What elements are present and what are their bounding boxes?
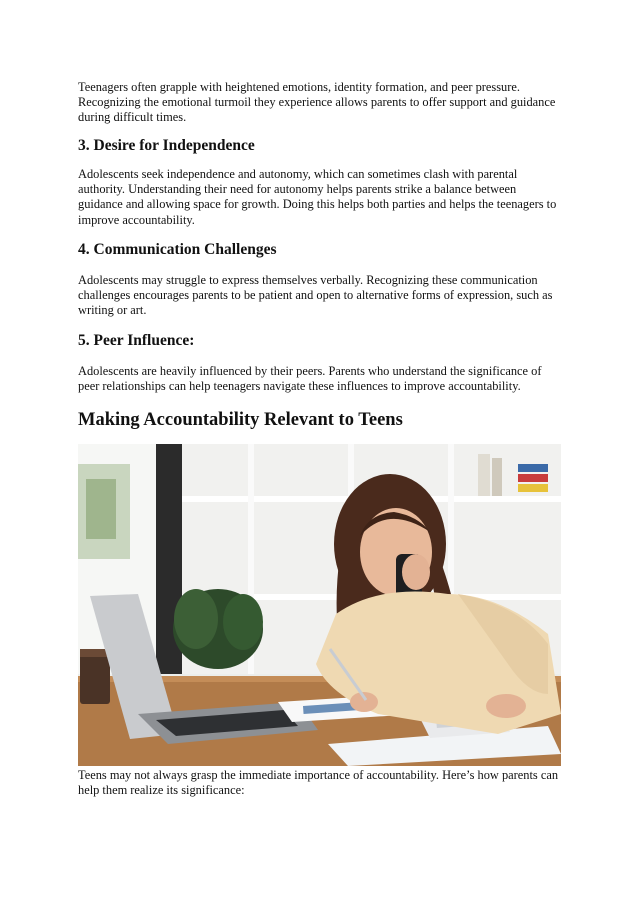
section-paragraph-peer: Adolescents are heavily influenced by their peers. Parents who understand the significance of peer relationships can help teenagers navigate these influences to improve accountability. — [78, 364, 542, 394]
section-heading-independence: 3. Desire for Independence — [78, 137, 255, 154]
section-paragraph-communication: Adolescents may struggle to express themselves verbally. Recognizing these communication challenges encourages parents to be patient and open to alternative forms of expression, such as writing or art. — [78, 273, 553, 318]
section-heading-communication: 4. Communication Challenges — [78, 241, 277, 258]
closing-paragraph: Teens may not always grasp the immediate importance of accountability. Here’s how parents can help them realize its significance: — [78, 768, 559, 798]
intro-paragraph: Teenagers often grapple with heightened emotions, identity formation, and peer pressure. Recognizing the emotional turmoil they experience allows parents to offer support and guidance during difficult times. — [78, 80, 556, 125]
section-heading-peer: 5. Peer Influence: — [78, 332, 195, 349]
main-heading: Making Accountability Relevant to Teens — [78, 410, 403, 430]
section-paragraph-independence: Adolescents seek independence and autonomy, which can sometimes clash with parental authority. Understanding their need for autonomy helps parents strike a balance between guidance and allowing space for growth. Doing this helps both parties and helps the teenagers to improve accountability. — [78, 167, 557, 227]
photo-illustration — [78, 444, 561, 766]
